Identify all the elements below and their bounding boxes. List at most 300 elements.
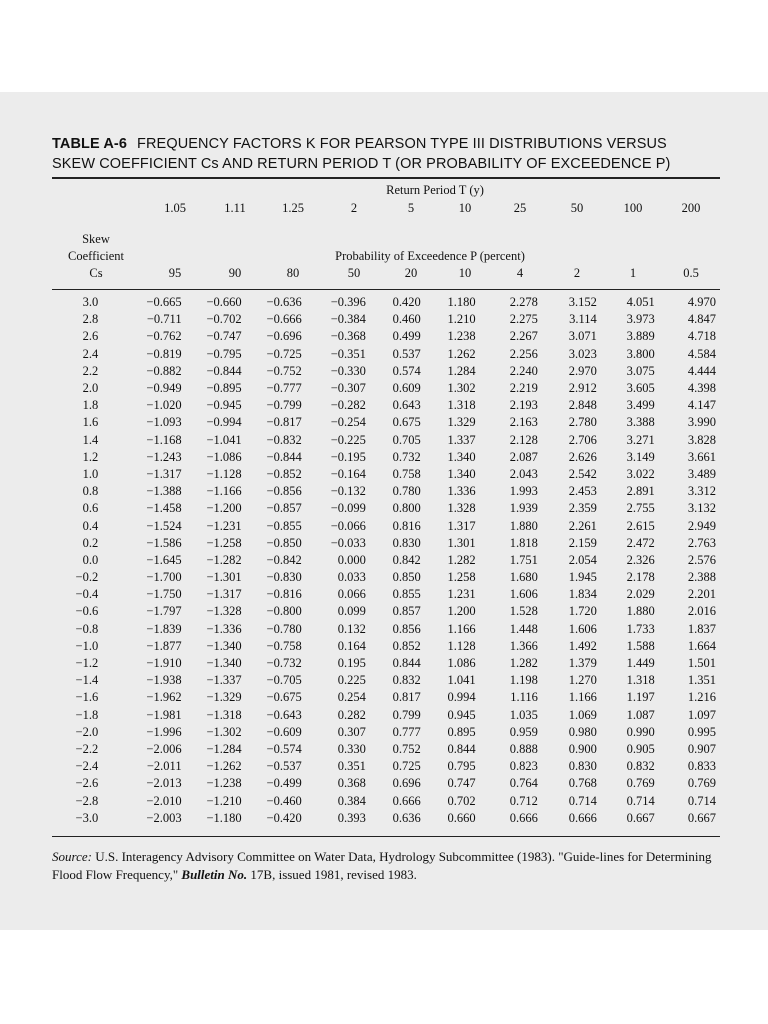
k-value-cell: 1.069 xyxy=(568,707,597,722)
k-value-cell: 1.588 xyxy=(626,638,655,653)
probability-label: Probability of Exceedence P (percent) xyxy=(335,249,525,263)
table-row xyxy=(52,328,720,345)
skew-cell: 2.8 xyxy=(82,312,99,327)
k-value-cell: −0.844 xyxy=(266,449,302,464)
k-value-cell: −0.852 xyxy=(266,466,302,481)
k-value-cell: −0.420 xyxy=(266,810,302,825)
table-row xyxy=(52,311,720,328)
k-value-cell: 0.574 xyxy=(392,363,421,378)
k-value-cell: −1.282 xyxy=(206,552,242,567)
k-value-cell: −1.938 xyxy=(146,673,182,688)
k-value-cell: 0.384 xyxy=(337,793,366,808)
k-value-cell: 2.159 xyxy=(568,535,597,550)
probability-header-6: 4 xyxy=(516,266,524,280)
skew-cell: −1.2 xyxy=(75,656,99,671)
k-value-cell: 4.444 xyxy=(687,363,716,378)
skew-cell: 1.6 xyxy=(82,415,99,430)
k-value-cell: 2.193 xyxy=(509,398,538,413)
k-value-cell: −1.168 xyxy=(146,432,182,447)
k-value-cell: 3.023 xyxy=(568,346,597,361)
k-value-cell: 1.448 xyxy=(509,621,538,636)
skew-cell: −0.4 xyxy=(75,587,99,602)
k-value-cell: 1.231 xyxy=(447,587,476,602)
k-value-cell: −0.832 xyxy=(266,432,302,447)
k-value-cell: 1.492 xyxy=(568,638,597,653)
k-value-cell: 0.225 xyxy=(337,673,366,688)
k-value-cell: −0.066 xyxy=(330,518,366,533)
k-value-cell: 0.282 xyxy=(337,707,366,722)
k-value-cell: 3.800 xyxy=(626,346,655,361)
k-value-cell: 2.278 xyxy=(509,295,538,310)
skew-label-3: Cs xyxy=(89,266,103,280)
k-value-cell: 1.329 xyxy=(447,415,476,430)
k-value-cell: −0.758 xyxy=(266,638,302,653)
probability-header-1: 90 xyxy=(228,266,242,280)
k-value-cell: 3.149 xyxy=(626,449,655,464)
k-value-cell: 0.666 xyxy=(509,810,538,825)
k-value-cell: −0.099 xyxy=(330,501,366,516)
table-row xyxy=(52,724,720,741)
k-value-cell: 1.351 xyxy=(687,673,716,688)
k-value-cell: 0.990 xyxy=(626,724,655,739)
skew-cell: 3.0 xyxy=(82,295,99,310)
skew-cell: −0.8 xyxy=(75,621,99,636)
k-value-cell: 1.197 xyxy=(626,690,655,705)
k-value-cell: −0.660 xyxy=(206,295,242,310)
k-value-cell: 1.216 xyxy=(687,690,716,705)
k-value-cell: 1.449 xyxy=(626,656,655,671)
k-value-cell: 3.022 xyxy=(626,466,655,481)
return-period-header-8: 100 xyxy=(623,201,643,215)
k-value-cell: 1.200 xyxy=(447,604,476,619)
k-value-cell: −1.962 xyxy=(146,690,182,705)
table-row xyxy=(52,466,720,483)
k-value-cell: 4.398 xyxy=(687,381,716,396)
k-value-cell: −0.609 xyxy=(266,724,302,739)
k-value-cell: 0.852 xyxy=(392,638,421,653)
k-value-cell: 3.605 xyxy=(626,381,655,396)
table-row xyxy=(52,810,720,827)
k-value-cell: 1.086 xyxy=(447,656,476,671)
k-value-cell: −1.981 xyxy=(146,707,182,722)
k-value-cell: 1.837 xyxy=(687,621,716,636)
k-value-cell: 2.275 xyxy=(509,312,538,327)
k-value-cell: 3.499 xyxy=(626,398,655,413)
k-value-cell: 1.606 xyxy=(509,587,538,602)
k-value-cell: −0.537 xyxy=(266,759,302,774)
table-row xyxy=(52,775,720,792)
skew-cell: −1.4 xyxy=(75,673,99,688)
k-value-cell: 1.097 xyxy=(687,707,716,722)
k-value-cell: 0.393 xyxy=(337,810,366,825)
skew-cell: −1.0 xyxy=(75,638,99,653)
table-row xyxy=(52,569,720,586)
k-value-cell: 2.453 xyxy=(568,484,597,499)
table-title xyxy=(52,134,742,174)
table-row xyxy=(52,500,720,517)
k-value-cell: −0.665 xyxy=(146,295,182,310)
skew-cell: −2.0 xyxy=(75,724,99,739)
k-value-cell: −1.243 xyxy=(146,449,182,464)
skew-label-2: Coefficient xyxy=(68,249,124,263)
probability-header-2: 80 xyxy=(286,266,300,280)
k-value-cell: 0.714 xyxy=(626,793,655,808)
k-value-cell: −0.675 xyxy=(266,690,302,705)
k-value-cell: −0.643 xyxy=(266,707,302,722)
k-value-cell: 0.994 xyxy=(447,690,476,705)
k-value-cell: −1.329 xyxy=(206,690,242,705)
k-value-cell: −0.817 xyxy=(266,415,302,430)
k-value-cell: 0.856 xyxy=(392,621,421,636)
source-note xyxy=(52,848,724,884)
k-value-cell: 0.747 xyxy=(447,776,476,791)
k-value-cell: −0.762 xyxy=(146,329,182,344)
k-value-cell: 1.087 xyxy=(626,707,655,722)
table-row xyxy=(52,432,720,449)
k-value-cell: 1.198 xyxy=(509,673,538,688)
table-row xyxy=(52,672,720,689)
k-value-cell: 1.720 xyxy=(568,604,597,619)
k-value-cell: −0.368 xyxy=(330,329,366,344)
k-value-cell: 0.195 xyxy=(337,656,366,671)
k-value-cell: 0.830 xyxy=(392,535,421,550)
k-value-cell: 1.317 xyxy=(447,518,476,533)
return-period-header-1: 1.11 xyxy=(224,201,246,215)
k-value-cell: −1.020 xyxy=(146,398,182,413)
k-value-cell: 0.895 xyxy=(447,724,476,739)
k-value-cell: 3.075 xyxy=(626,363,655,378)
k-value-cell: 0.799 xyxy=(392,707,421,722)
k-value-cell: 1.379 xyxy=(568,656,597,671)
return-period-header-6: 25 xyxy=(513,201,527,215)
k-value-cell: 0.816 xyxy=(392,518,421,533)
k-value-cell: 0.844 xyxy=(447,741,476,756)
k-value-cell: 1.751 xyxy=(509,552,538,567)
k-value-cell: 1.528 xyxy=(509,604,538,619)
k-value-cell: 0.768 xyxy=(568,776,597,791)
k-value-cell: 0.666 xyxy=(392,793,421,808)
k-value-cell: 0.980 xyxy=(568,724,597,739)
k-value-cell: 0.714 xyxy=(568,793,597,808)
k-value-cell: 1.733 xyxy=(626,621,655,636)
k-value-cell: −0.777 xyxy=(266,381,302,396)
k-value-cell: −0.702 xyxy=(206,312,242,327)
k-value-cell: 0.499 xyxy=(392,329,421,344)
k-value-cell: 0.636 xyxy=(392,810,421,825)
table-row xyxy=(52,517,720,534)
title-line-2: SKEW COEFFICIENT Cs AND RETURN PERIOD T (OR PROBABILITY OF EXCEEDENCE P) xyxy=(52,156,671,172)
k-value-cell: 2.128 xyxy=(509,432,538,447)
k-value-cell: 0.769 xyxy=(687,776,716,791)
k-value-cell: 0.995 xyxy=(687,724,716,739)
k-value-cell: −0.725 xyxy=(266,346,302,361)
k-value-cell: −1.200 xyxy=(206,501,242,516)
k-value-cell: 4.584 xyxy=(687,346,716,361)
table-row xyxy=(52,483,720,500)
k-value-cell: −1.128 xyxy=(206,466,242,481)
k-value-cell: 1.680 xyxy=(509,570,538,585)
k-value-cell: 1.238 xyxy=(447,329,476,344)
k-value-cell: −1.231 xyxy=(206,518,242,533)
top-rule xyxy=(52,177,720,179)
k-value-cell: −0.850 xyxy=(266,535,302,550)
table-row xyxy=(52,603,720,620)
k-value-cell: 2.163 xyxy=(509,415,538,430)
k-value-cell: 4.847 xyxy=(687,312,716,327)
k-value-cell: 2.706 xyxy=(568,432,597,447)
k-value-cell: 0.732 xyxy=(392,449,421,464)
skew-cell: 2.4 xyxy=(82,346,99,361)
table-row xyxy=(52,414,720,431)
probability-header-4: 20 xyxy=(404,266,418,280)
k-value-cell: −0.799 xyxy=(266,398,302,413)
table-row xyxy=(52,535,720,552)
k-value-cell: 3.312 xyxy=(687,484,716,499)
k-value-cell: 3.071 xyxy=(568,329,597,344)
return-period-header-7: 50 xyxy=(570,201,584,215)
probability-header-0: 95 xyxy=(168,266,182,280)
probability-header-9: 0.5 xyxy=(683,266,699,280)
table-row xyxy=(52,792,720,809)
k-value-cell: −1.340 xyxy=(206,638,242,653)
k-value-cell: −1.041 xyxy=(206,432,242,447)
k-value-cell: −0.819 xyxy=(146,346,182,361)
k-value-cell: 2.201 xyxy=(687,587,716,602)
k-value-cell: −1.337 xyxy=(206,673,242,688)
probability-header-7: 2 xyxy=(573,266,581,280)
k-value-cell: 0.752 xyxy=(392,741,421,756)
k-value-cell: −1.700 xyxy=(146,570,182,585)
k-value-cell: −0.351 xyxy=(330,346,366,361)
k-value-cell: −0.499 xyxy=(266,776,302,791)
k-value-cell: 1.664 xyxy=(687,638,716,653)
k-value-cell: 3.828 xyxy=(687,432,716,447)
k-value-cell: −1.284 xyxy=(206,741,242,756)
k-value-cell: 1.128 xyxy=(447,638,476,653)
k-value-cell: 1.337 xyxy=(447,432,476,447)
k-value-cell: −0.384 xyxy=(330,312,366,327)
header-rule xyxy=(52,289,720,290)
k-value-cell: −0.752 xyxy=(266,363,302,378)
k-value-cell: −1.328 xyxy=(206,604,242,619)
source-label: Source: xyxy=(52,849,92,864)
k-value-cell: 2.256 xyxy=(509,346,538,361)
k-value-cell: −0.033 xyxy=(330,535,366,550)
table-row xyxy=(52,621,720,638)
k-value-cell: 1.270 xyxy=(568,673,597,688)
probability-header-5: 10 xyxy=(458,266,472,280)
k-value-cell: 0.764 xyxy=(509,776,538,791)
table-row xyxy=(52,397,720,414)
k-value-cell: 0.660 xyxy=(447,810,476,825)
k-value-cell: 0.675 xyxy=(392,415,421,430)
k-value-cell: 2.388 xyxy=(687,570,716,585)
skew-cell: 2.6 xyxy=(82,329,99,344)
k-value-cell: 1.993 xyxy=(509,484,538,499)
table-row xyxy=(52,758,720,775)
source-bulletin: Bulletin No. xyxy=(181,867,248,882)
skew-cell: 0.0 xyxy=(82,552,99,567)
k-value-cell: 0.855 xyxy=(392,587,421,602)
k-value-cell: 2.755 xyxy=(626,501,655,516)
k-value-cell: −1.645 xyxy=(146,552,182,567)
k-value-cell: −0.747 xyxy=(206,329,242,344)
k-value-cell: 2.780 xyxy=(568,415,597,430)
k-value-cell: −0.307 xyxy=(330,381,366,396)
k-value-cell: −2.010 xyxy=(146,793,182,808)
k-value-cell: 0.712 xyxy=(509,793,538,808)
k-value-cell: −0.732 xyxy=(266,656,302,671)
k-value-cell: 2.576 xyxy=(687,552,716,567)
return-period-header-0: 1.05 xyxy=(164,201,186,215)
probability-header-3: 50 xyxy=(347,266,361,280)
k-value-cell: −1.180 xyxy=(206,810,242,825)
k-value-cell: −0.994 xyxy=(206,415,242,430)
k-value-cell: 3.388 xyxy=(626,415,655,430)
k-value-cell: 0.351 xyxy=(337,759,366,774)
k-value-cell: 2.970 xyxy=(568,363,597,378)
k-value-cell: 2.359 xyxy=(568,501,597,516)
k-value-cell: 1.262 xyxy=(447,346,476,361)
skew-cell: 1.4 xyxy=(82,432,99,447)
k-value-cell: −0.132 xyxy=(330,484,366,499)
k-value-cell: −2.013 xyxy=(146,776,182,791)
skew-cell: −2.4 xyxy=(75,759,99,774)
k-value-cell: 0.833 xyxy=(687,759,716,774)
k-value-cell: 1.318 xyxy=(447,398,476,413)
k-value-cell: −0.882 xyxy=(146,363,182,378)
k-value-cell: 2.054 xyxy=(568,552,597,567)
k-value-cell: −0.574 xyxy=(266,741,302,756)
k-value-cell: 1.336 xyxy=(447,484,476,499)
k-value-cell: 1.258 xyxy=(447,570,476,585)
k-value-cell: 0.420 xyxy=(392,295,421,310)
k-value-cell: −1.877 xyxy=(146,638,182,653)
k-value-cell: 1.116 xyxy=(510,690,538,705)
table-row xyxy=(52,689,720,706)
k-value-cell: 2.848 xyxy=(568,398,597,413)
k-value-cell: −1.317 xyxy=(206,587,242,602)
k-value-cell: 1.880 xyxy=(626,604,655,619)
table-tag: TABLE A-6 xyxy=(52,136,128,152)
k-value-cell: 1.880 xyxy=(509,518,538,533)
k-value-cell: 1.501 xyxy=(687,656,716,671)
k-value-cell: 0.907 xyxy=(687,741,716,756)
skew-cell: 1.8 xyxy=(82,398,99,413)
k-value-cell: 0.800 xyxy=(392,501,421,516)
k-value-cell: −1.210 xyxy=(206,793,242,808)
k-value-cell: 0.307 xyxy=(337,724,366,739)
k-value-cell: 2.542 xyxy=(568,466,597,481)
skew-cell: 2.0 xyxy=(82,381,99,396)
k-value-cell: −0.949 xyxy=(146,381,182,396)
k-value-cell: 2.949 xyxy=(687,518,716,533)
bottom-rule xyxy=(52,836,720,837)
k-value-cell: 0.033 xyxy=(337,570,366,585)
k-value-cell: −1.301 xyxy=(206,570,242,585)
k-value-cell: 3.114 xyxy=(569,312,597,327)
k-value-cell: −0.460 xyxy=(266,793,302,808)
skew-cell: 0.8 xyxy=(82,484,99,499)
skew-cell: 0.6 xyxy=(82,501,99,516)
k-value-cell: 0.330 xyxy=(337,741,366,756)
k-value-cell: 3.271 xyxy=(626,432,655,447)
k-value-cell: −0.282 xyxy=(330,398,366,413)
k-value-cell: −0.856 xyxy=(266,484,302,499)
skew-cell: −0.2 xyxy=(75,570,99,585)
k-value-cell: 1.366 xyxy=(509,638,538,653)
skew-cell: −1.8 xyxy=(75,707,99,722)
k-value-cell: 1.301 xyxy=(447,535,476,550)
k-value-cell: −0.780 xyxy=(266,621,302,636)
k-value-cell: 1.340 xyxy=(447,449,476,464)
table-row xyxy=(52,586,720,603)
source-text-1: U.S. Interagency Advisory Committee on Water Data, Hydrology Subcommittee (1983). "Guide-lines for Determining Flood Flow Frequency," xyxy=(52,849,712,882)
k-value-cell: 3.889 xyxy=(626,329,655,344)
k-value-cell: 0.132 xyxy=(337,621,366,636)
k-value-cell: −0.795 xyxy=(206,346,242,361)
skew-cell: −1.6 xyxy=(75,690,99,705)
k-value-cell: 4.147 xyxy=(687,398,716,413)
k-value-cell: 0.888 xyxy=(509,741,538,756)
k-value-cell: 2.029 xyxy=(626,587,655,602)
k-value-cell: 2.261 xyxy=(568,518,597,533)
k-value-cell: −1.262 xyxy=(206,759,242,774)
k-value-cell: 4.718 xyxy=(687,329,716,344)
k-value-cell: −0.895 xyxy=(206,381,242,396)
return-period-label: Return Period T (y) xyxy=(386,183,484,197)
skew-cell: −3.0 xyxy=(75,810,99,825)
k-value-cell: −1.340 xyxy=(206,656,242,671)
k-value-cell: 0.900 xyxy=(568,741,597,756)
table-row xyxy=(52,346,720,363)
k-value-cell: −1.388 xyxy=(146,484,182,499)
k-value-cell: 3.973 xyxy=(626,312,655,327)
source-text-2: 17B, issued 1981, revised 1983. xyxy=(250,867,417,882)
table-row xyxy=(52,655,720,672)
k-value-cell: −0.636 xyxy=(266,295,302,310)
k-value-cell: 0.959 xyxy=(509,724,538,739)
k-value-cell: 0.537 xyxy=(392,346,421,361)
k-value-cell: −1.238 xyxy=(206,776,242,791)
skew-cell: 1.2 xyxy=(82,449,99,464)
k-value-cell: 1.166 xyxy=(447,621,476,636)
k-value-cell: 2.472 xyxy=(626,535,655,550)
k-value-cell: 0.667 xyxy=(626,810,655,825)
k-value-cell: 0.780 xyxy=(392,484,421,499)
k-value-cell: −0.330 xyxy=(330,363,366,378)
table-row xyxy=(52,638,720,655)
k-value-cell: 0.460 xyxy=(392,312,421,327)
k-value-cell: −1.458 xyxy=(146,501,182,516)
k-value-cell: 0.705 xyxy=(392,432,421,447)
k-value-cell: −1.336 xyxy=(206,621,242,636)
k-value-cell: 3.990 xyxy=(687,415,716,430)
k-value-cell: 0.945 xyxy=(447,707,476,722)
skew-label-1: Skew xyxy=(82,232,110,246)
k-value-cell: 3.132 xyxy=(687,501,716,516)
k-value-cell: 1.834 xyxy=(568,587,597,602)
k-value-cell: −0.830 xyxy=(266,570,302,585)
k-value-cell: 2.626 xyxy=(568,449,597,464)
k-value-cell: −0.705 xyxy=(266,673,302,688)
skew-cell: 2.2 xyxy=(82,363,99,378)
k-value-cell: 0.905 xyxy=(626,741,655,756)
k-value-cell: −1.302 xyxy=(206,724,242,739)
k-value-cell: 0.696 xyxy=(392,776,421,791)
return-period-header-9: 200 xyxy=(681,201,701,215)
k-value-cell: −0.696 xyxy=(266,329,302,344)
